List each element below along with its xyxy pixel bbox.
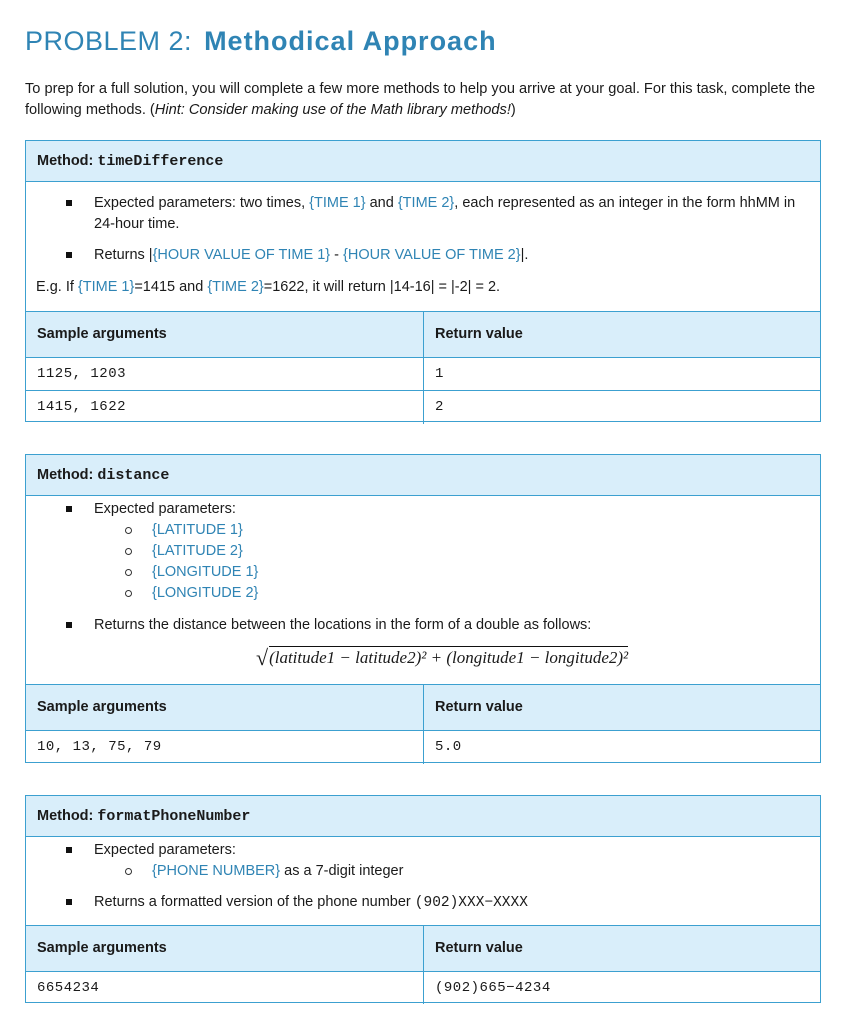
header-return-value: Return value — [435, 326, 523, 342]
var-time2: {TIME 2} — [207, 279, 264, 295]
cell-return: (902)665−4234 — [435, 980, 551, 996]
method-box-time-difference — [25, 140, 821, 422]
bullet-expected-params: Expected parameters: — [94, 840, 812, 861]
method-name: timeDifference — [97, 153, 224, 170]
method-header — [26, 796, 820, 837]
sample-table — [26, 925, 820, 1004]
method-label: Method: — [37, 808, 94, 824]
table-header-row — [26, 311, 820, 357]
sample-table — [26, 684, 820, 764]
var-time1: {TIME 1} — [77, 279, 135, 295]
text: , each represented as an integer in the form hhMM in 24-hour time. — [94, 195, 796, 232]
hint-label: Hint: — [154, 102, 185, 118]
table-row — [26, 730, 820, 764]
title-main: Methodical Approach — [204, 26, 497, 56]
var-hour2: {HOUR VALUE OF TIME 2} — [343, 247, 521, 263]
param-latitude1: {LATITUDE 1} — [152, 520, 243, 541]
text: Returns a formatted version of the phone number — [94, 894, 415, 910]
header-sample-arguments: Sample arguments — [26, 312, 424, 357]
text: =1415 and — [134, 279, 208, 295]
header-return-value: Return value — [435, 940, 523, 956]
intro-text: To prep for a full solution, you will complete a few more methods to help you arrive at your goal. For this task, complete the following methods. ( — [25, 81, 816, 118]
var-hour1: {HOUR VALUE OF TIME 1} — [152, 247, 331, 263]
sqrt-symbol: √ — [256, 645, 269, 670]
text: Returns | — [94, 247, 153, 263]
table-row — [26, 390, 820, 424]
method-label: Method: — [37, 153, 94, 169]
method-header — [26, 455, 820, 496]
header-sample-arguments: Sample arguments — [26, 926, 424, 971]
header-sample-arguments: Sample arguments — [26, 685, 424, 730]
cell-arguments: 10, 13, 75, 79 — [26, 731, 424, 764]
bullet-expected-params — [94, 193, 812, 235]
param-longitude1: {LONGITUDE 1} — [152, 562, 258, 583]
var-time2: {TIME 2} — [397, 195, 455, 211]
hint-text: Consider making use of the Math library methods! — [184, 102, 511, 118]
example-line — [36, 277, 500, 298]
text: |. — [520, 247, 529, 263]
cell-arguments: 6654234 — [26, 972, 424, 1004]
text: Expected parameters: two times, — [94, 195, 310, 211]
cell-return: 5.0 — [435, 739, 462, 755]
bullet-expected-params: Expected parameters: — [94, 499, 812, 520]
cell-arguments: 1125, 1203 — [26, 358, 424, 390]
bullet-returns: Returns the distance between the locations in the form of a double as follows: — [94, 615, 812, 636]
param-latitude2: {LATITUDE 2} — [152, 541, 243, 562]
table-row — [26, 971, 820, 1004]
page-title — [25, 26, 497, 57]
text: and — [365, 195, 398, 211]
param-phone-number — [152, 861, 403, 882]
intro-close: ) — [510, 102, 516, 118]
method-name: formatPhoneNumber — [97, 808, 251, 825]
table-header-row — [26, 684, 820, 730]
cell-return: 1 — [435, 366, 444, 382]
method-header — [26, 141, 820, 182]
phone-format-code: (902)XXX−XXXX — [414, 895, 528, 911]
method-label: Method: — [37, 467, 94, 483]
title-prefix: PROBLEM 2: — [25, 26, 193, 56]
bullet-returns — [94, 892, 812, 914]
method-name: distance — [97, 467, 170, 484]
table-row — [26, 357, 820, 390]
var-time1: {TIME 1} — [309, 195, 366, 211]
intro-paragraph — [25, 79, 825, 121]
var-phone-number: {PHONE NUMBER} — [152, 863, 281, 879]
header-return-value: Return value — [435, 699, 523, 715]
text: - — [330, 247, 344, 263]
cell-arguments: 1415, 1622 — [26, 391, 424, 424]
formula-expression: (latitude1 − latitude2)² + (longitude1 − longitude2)² — [269, 648, 629, 667]
bullet-returns — [94, 245, 812, 266]
cell-return: 2 — [435, 399, 444, 415]
sample-table — [26, 311, 820, 424]
text: as a 7-digit integer — [280, 863, 404, 879]
method-box-distance — [25, 454, 821, 763]
distance-formula — [256, 645, 628, 671]
param-longitude2: {LONGITUDE 2} — [152, 583, 258, 604]
text: E.g. If — [36, 279, 78, 295]
method-box-format-phone-number — [25, 795, 821, 1003]
text: =1622, it will return |14-16| = |-2| = 2. — [263, 279, 501, 295]
table-header-row — [26, 925, 820, 971]
